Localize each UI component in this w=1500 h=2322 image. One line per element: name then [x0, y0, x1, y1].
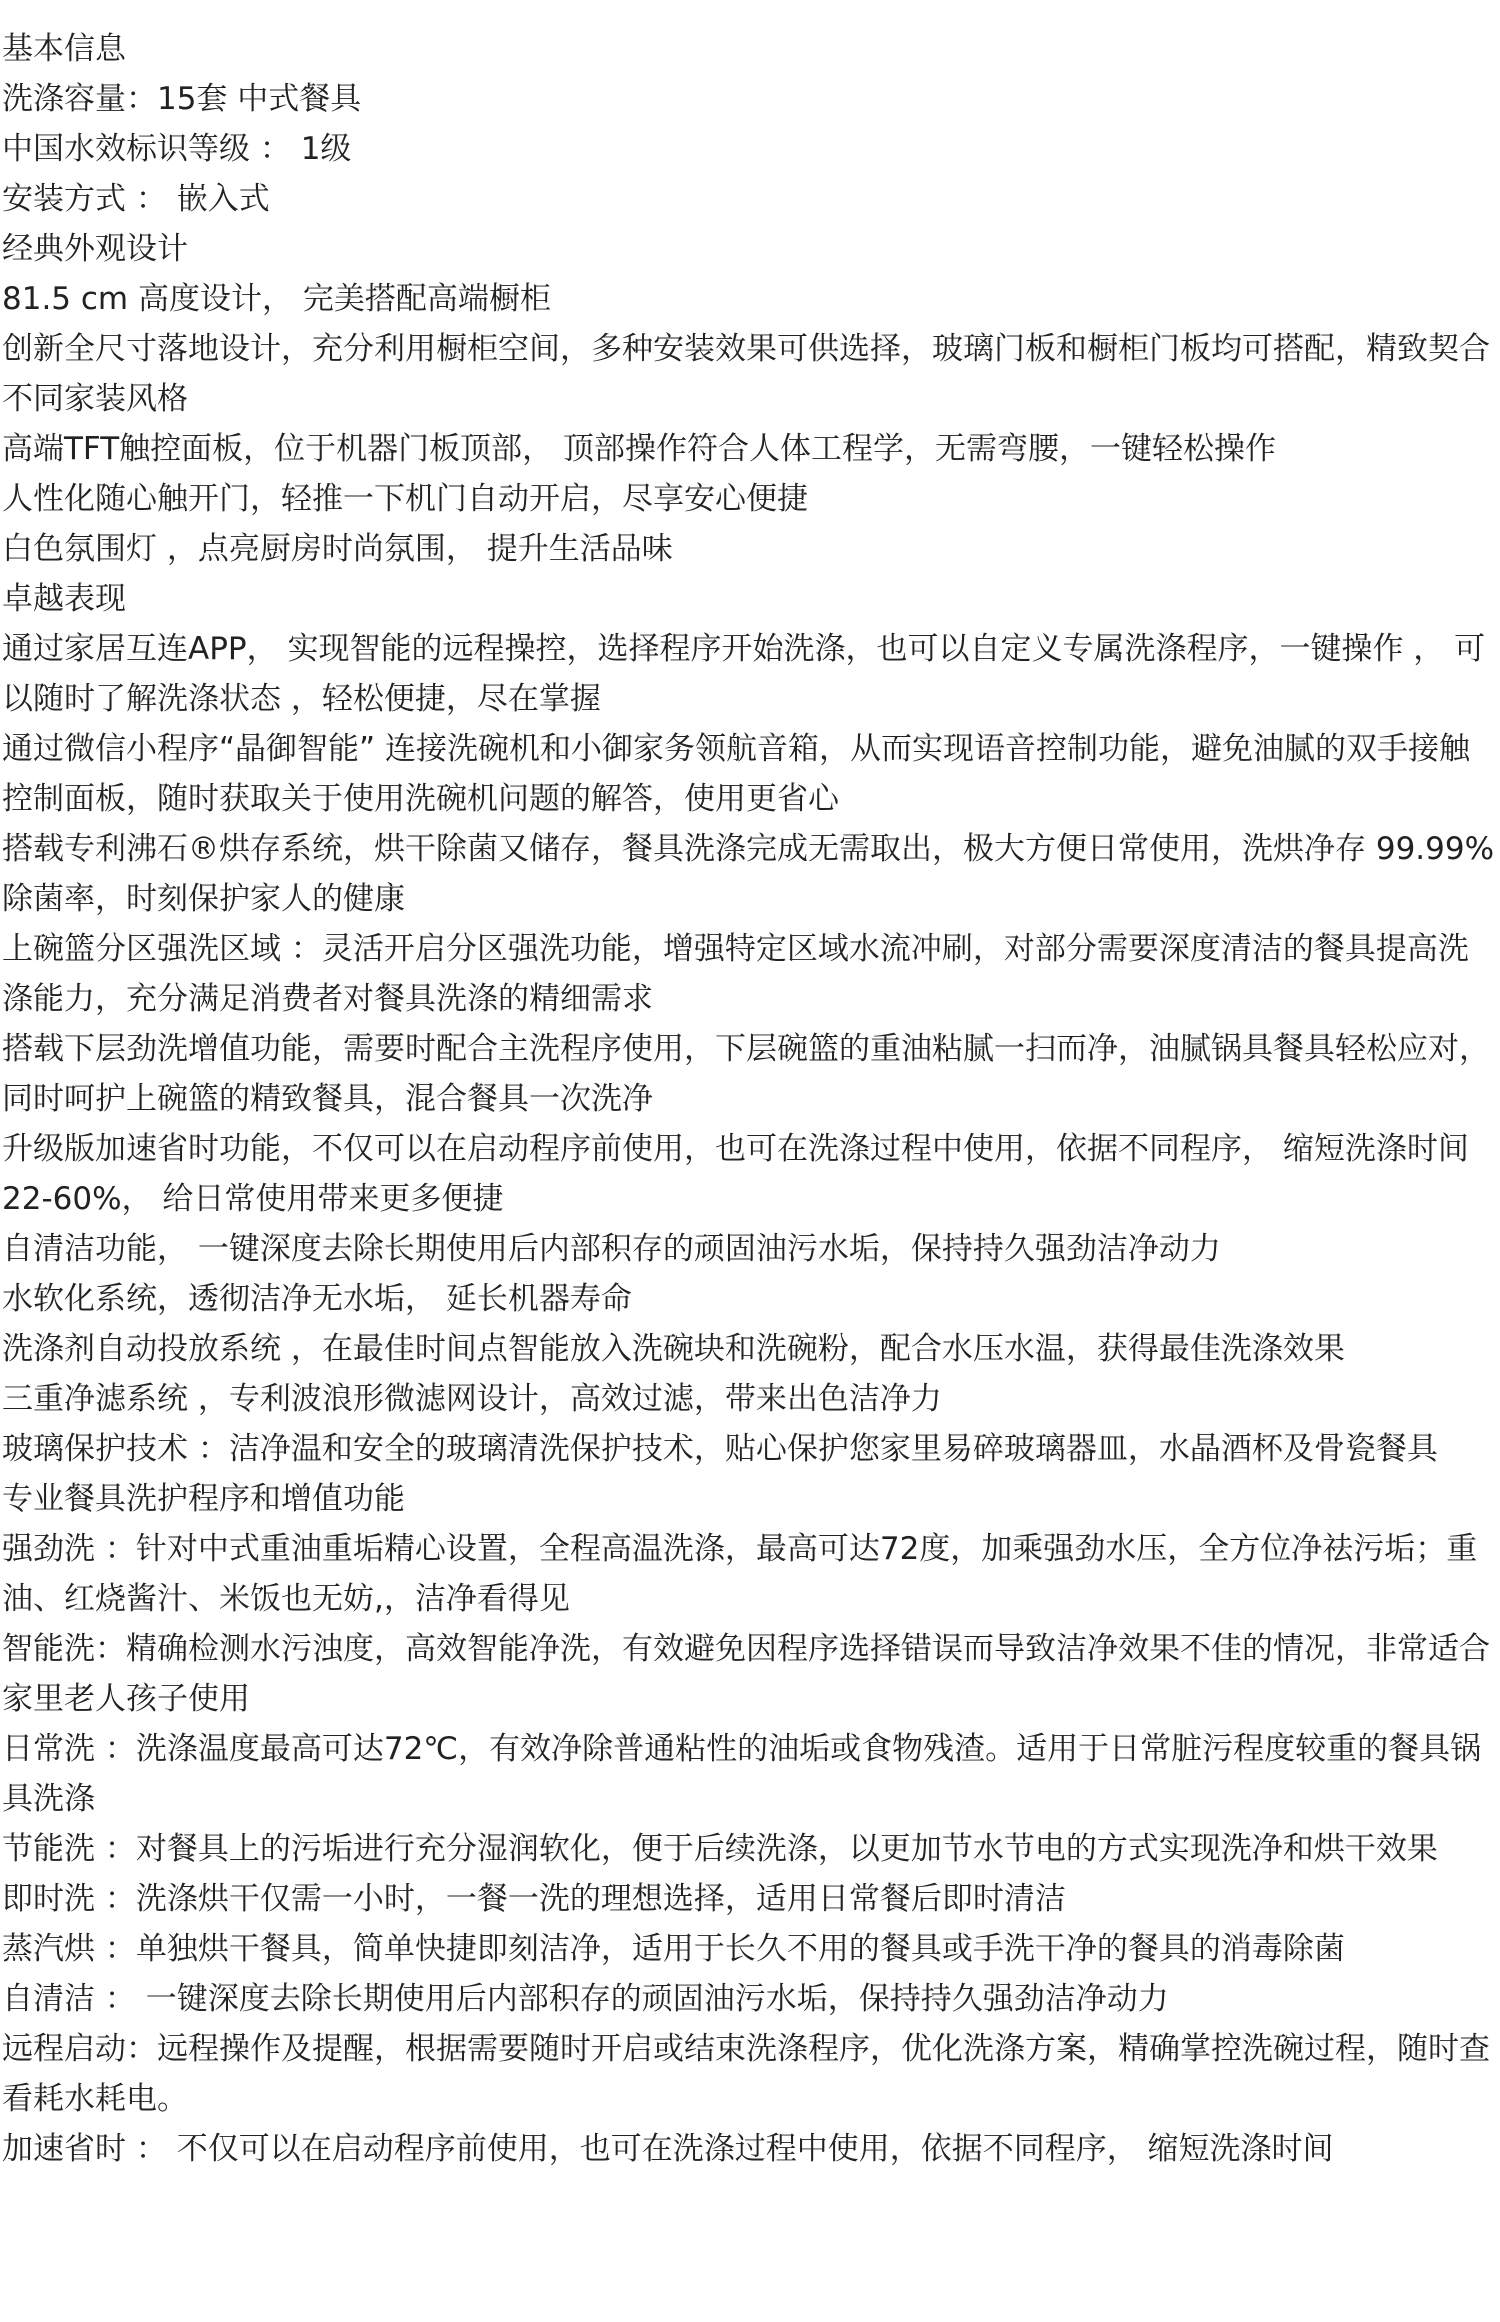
text-line: 白色氛围灯 ，点亮厨房时尚氛围， 提升生活品味	[2, 531, 673, 567]
text-line: 洗涤容量：15套 中式餐具	[2, 81, 362, 117]
text-line: 水软化系统，透彻洁净无水垢， 延长机器寿命	[2, 1281, 632, 1317]
text-line: 强劲洗 ：针对中式重油重垢精心设置，全程高温洗涤，最高可达72度，加乘强劲水压，全方位净祛污垢；重油、红烧酱汁、米饭也无妨,，洁净看得见	[2, 1531, 1478, 1617]
text-line: 节能洗 ：对餐具上的污垢进行充分湿润软化，便于后续洗涤，以更加节水节电的方式实现洗净和烘干效果	[2, 1831, 1438, 1867]
text-line: 智能洗：精确检测水污浊度，高效智能净洗，有效避免因程序选择错误而导致洁净效果不佳的情况，非常适合家里老人孩子使用	[2, 1631, 1490, 1717]
section-heading: 经典外观设计	[2, 231, 188, 267]
text-line: 通过微信小程序“晶御智能” 连接洗碗机和小御家务领航音箱，从而实现语音控制功能，避免油腻的双手接触控制面板，随时获取关于使用洗碗机问题的解答，使用更省心	[2, 731, 1470, 817]
text-line: 自清洁 ： 一键深度去除长期使用后内部积存的顽固油污水垢，保持持久强劲洁净动力	[2, 1981, 1169, 2017]
text-line: 81.5 cm 高度设计， 完美搭配高端橱柜	[2, 281, 551, 317]
text-line: 自清洁功能， 一键深度去除长期使用后内部积存的顽固油污水垢，保持持久强劲洁净动力	[2, 1231, 1221, 1267]
text-line: 日常洗 ：洗涤温度最高可达72℃，有效净除普通粘性的油垢或食物残渣。适用于日常脏污程度较重的餐具锅具洗涤	[2, 1731, 1482, 1817]
section-heading: 基本信息	[2, 31, 126, 67]
text-line: 洗涤剂自动投放系统 ，在最佳时间点智能放入洗碗块和洗碗粉，配合水压水温，获得最佳洗涤效果	[2, 1331, 1345, 1367]
text-line: 远程启动：远程操作及提醒，根据需要随时开启或结束洗涤程序，优化洗涤方案，精确掌控洗碗过程，随时查看耗水耗电。	[2, 2031, 1490, 2117]
text-line: 加速省时 ： 不仅可以在启动程序前使用，也可在洗涤过程中使用，依据不同程序， 缩短洗涤时间	[2, 2131, 1334, 2167]
text-line: 即时洗 ：洗涤烘干仅需一小时，一餐一洗的理想选择，适用日常餐后即时清洁	[2, 1881, 1066, 1917]
text-line: 上碗篮分区强洗区域 ：灵活开启分区强洗功能，增强特定区域水流冲刷，对部分需要深度清洁的餐具提高洗涤能力，充分满足消费者对餐具洗涤的精细需求	[2, 931, 1469, 1017]
text-line: 人性化随心触开门，轻推一下机门自动开启，尽享安心便捷	[2, 481, 808, 517]
text-line: 通过家居互连APP， 实现智能的远程操控，选择程序开始洗涤，也可以自定义专属洗涤程序，一键操作 ， 可以随时了解洗涤状态 ，轻松便捷，尽在掌握	[2, 631, 1486, 717]
text-line: 玻璃保护技术 ：洁净温和安全的玻璃清洗保护技术，贴心保护您家里易碎玻璃器皿，水晶酒杯及骨瓷餐具	[2, 1431, 1438, 1467]
text-line: 创新全尺寸落地设计，充分利用橱柜空间，多种安装效果可供选择，玻璃门板和橱柜门板均可搭配，精致契合不同家装风格	[2, 331, 1490, 417]
section-heading: 专业餐具洗护程序和增值功能	[2, 1481, 405, 1517]
text-line: 搭载专利沸石®烘存系统，烘干除菌又储存，餐具洗涤完成无需取出，极大方便日常使用，洗烘净存 99.99% 除菌率，时刻保护家人的健康	[2, 831, 1495, 917]
text-line: 高端TFT触控面板，位于机器门板顶部， 顶部操作符合人体工程学，无需弯腰，一键轻松操作	[2, 431, 1277, 467]
text-line: 蒸汽烘 ：单独烘干餐具，简单快捷即刻洁净，适用于长久不用的餐具或手洗干净的餐具的消毒除菌	[2, 1931, 1345, 1967]
text-line: 搭载下层劲洗增值功能，需要时配合主洗程序使用，下层碗篮的重油粘腻一扫而净，油腻锅具餐具轻松应对，同时呵护上碗篮的精致餐具，混合餐具一次洗净	[2, 1031, 1490, 1117]
section-heading: 卓越表现	[2, 581, 126, 617]
text-line: 中国水效标识等级 ： 1级	[2, 131, 352, 167]
text-line: 安装方式 ： 嵌入式	[2, 181, 270, 217]
text-line: 升级版加速省时功能，不仅可以在启动程序前使用，也可在洗涤过程中使用，依据不同程序， 缩短洗涤时间 22-60%， 给日常使用带来更多便捷	[2, 1131, 1469, 1217]
text-line: 三重净滤系统 ，专利波浪形微滤网设计，高效过滤，带来出色洁净力	[2, 1381, 942, 1417]
